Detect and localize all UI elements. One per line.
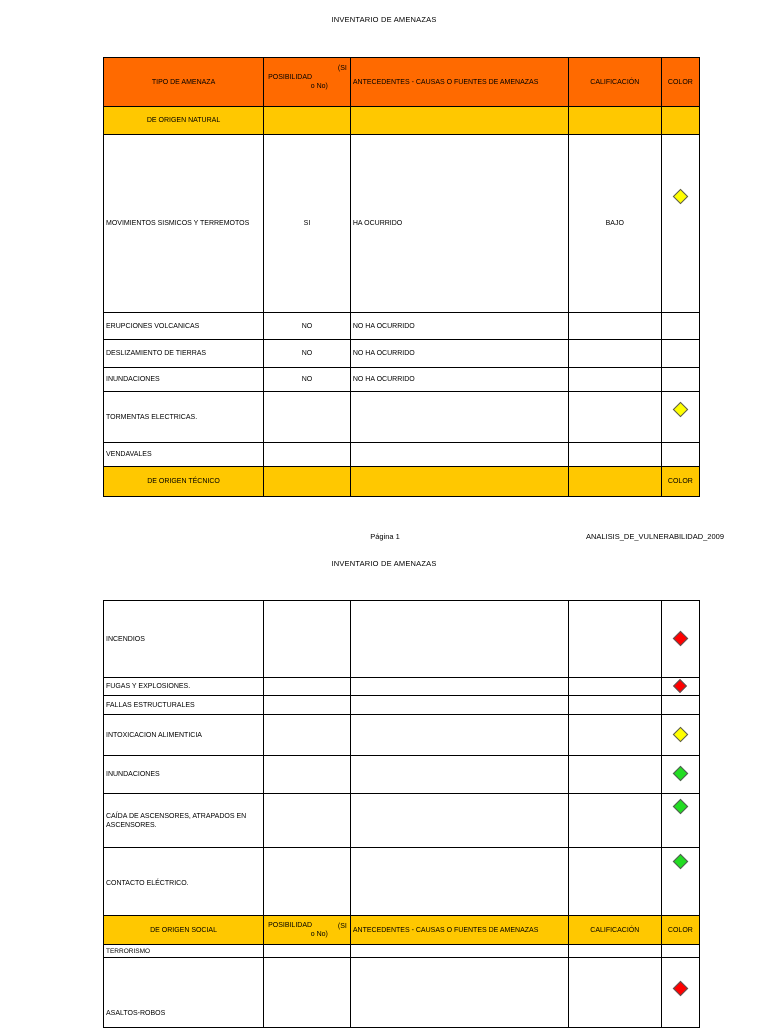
section-social-label: DE ORIGEN SOCIAL (104, 916, 264, 945)
row-tipo: TERRORISMO (104, 945, 264, 958)
row-color (661, 135, 699, 313)
header-posibilidad (264, 58, 351, 107)
row-calificacion: BAJO (568, 135, 661, 313)
header-posibilidad-si: (SI (337, 923, 347, 930)
row-antecedentes: NO HA OCURRIDO (350, 368, 568, 392)
table-row (104, 135, 700, 313)
row-color (661, 848, 699, 916)
row-antecedentes: NO HA OCURRIDO (350, 313, 568, 340)
table-row (104, 392, 700, 443)
table-row (104, 715, 700, 756)
header-color: COLOR (661, 916, 699, 945)
file-name: ANALISIS_DE_VULNERABILIDAD_2009 (586, 532, 724, 541)
section-row-social (104, 916, 700, 945)
table-row (104, 313, 700, 340)
row-posibilidad: NO (264, 340, 351, 368)
row-tipo: INCENDIOS (104, 601, 264, 678)
green-diamond-icon (673, 799, 689, 815)
table-row (104, 696, 700, 715)
row-tipo: FALLAS ESTRUCTURALES (104, 696, 264, 715)
table-row (104, 848, 700, 916)
table-row (104, 794, 700, 848)
header-posibilidad (264, 916, 351, 945)
page-number: Página 1 (370, 532, 400, 541)
row-tipo: DESLIZAMIENTO DE TIERRAS (104, 340, 264, 368)
yellow-diamond-icon (673, 726, 689, 742)
red-diamond-icon (673, 981, 689, 997)
row-posibilidad: NO (264, 313, 351, 340)
row-posibilidad: NO (264, 368, 351, 392)
row-antecedentes: HA OCURRIDO (350, 135, 568, 313)
table-row (104, 945, 700, 958)
section-natural-label: DE ORIGEN NATURAL (104, 107, 264, 135)
row-posibilidad: SI (264, 135, 351, 313)
row-tipo: TORMENTAS ELECTRICAS. (104, 392, 264, 443)
yellow-diamond-icon (673, 402, 689, 418)
row-color (661, 392, 699, 443)
table-header-row (104, 58, 700, 107)
threat-inventory-table-page2 (103, 600, 700, 1028)
table-row (104, 368, 700, 392)
row-tipo: MOVIMIENTOS SISMICOS Y TERREMOTOS (104, 135, 264, 313)
row-tipo: ERUPCIONES VOLCANICAS (104, 313, 264, 340)
green-diamond-icon (673, 854, 689, 870)
header-posibilidad-label: POSIBILIDAD (268, 74, 313, 81)
section-tecnico-label: DE ORIGEN TÉCNICO (104, 467, 264, 497)
header-tipo: TIPO DE AMENAZA (104, 58, 264, 107)
yellow-diamond-icon (673, 189, 689, 205)
threat-inventory-table-page1 (103, 57, 700, 497)
header-calificacion: CALIFICACIÓN (568, 916, 661, 945)
row-tipo: INUNDACIONES (104, 756, 264, 794)
row-color (661, 756, 699, 794)
section-row-natural (104, 107, 700, 135)
header-antecedentes: ANTECEDENTES - CAUSAS O FUENTES DE AMENAZAS (350, 916, 568, 945)
table-row (104, 443, 700, 467)
table-row (104, 756, 700, 794)
table-row (104, 678, 700, 696)
table-row (104, 340, 700, 368)
header-posibilidad-label: POSIBILIDAD (268, 922, 313, 929)
row-tipo: INTOXICACION ALIMENTICIA (104, 715, 264, 756)
header-calificacion: CALIFICACIÓN (568, 58, 661, 107)
row-color (661, 715, 699, 756)
red-diamond-icon (673, 630, 689, 646)
row-tipo: CONTACTO ELÉCTRICO. (104, 848, 264, 916)
row-tipo: ASALTOS-ROBOS (104, 958, 264, 1028)
row-tipo: FUGAS Y EXPLOSIONES. (104, 678, 264, 696)
table-row (104, 958, 700, 1028)
red-diamond-icon (673, 678, 687, 692)
page-title: INVENTARIO DE AMENAZAS (331, 559, 437, 568)
table-row (104, 601, 700, 678)
header-color: COLOR (661, 58, 699, 107)
row-color (661, 601, 699, 678)
row-antecedentes: NO HA OCURRIDO (350, 340, 568, 368)
row-tipo: CAÍDA DE ASCENSORES, ATRAPADOS EN ASCENSORES. (104, 794, 264, 848)
green-diamond-icon (673, 766, 689, 782)
header-posibilidad-no: o No) (310, 931, 328, 938)
row-color (661, 794, 699, 848)
row-tipo: VENDAVALES (104, 443, 264, 467)
section-tecnico-color: COLOR (661, 467, 699, 497)
row-tipo: INUNDACIONES (104, 368, 264, 392)
header-antecedentes: ANTECEDENTES - CAUSAS O FUENTES DE AMENAZAS (350, 58, 568, 107)
header-posibilidad-si: (SI (337, 65, 347, 72)
section-row-tecnico (104, 467, 700, 497)
page-title: INVENTARIO DE AMENAZAS (331, 15, 437, 24)
row-color (661, 958, 699, 1028)
header-posibilidad-no: o No) (310, 83, 328, 90)
row-color (661, 678, 699, 696)
